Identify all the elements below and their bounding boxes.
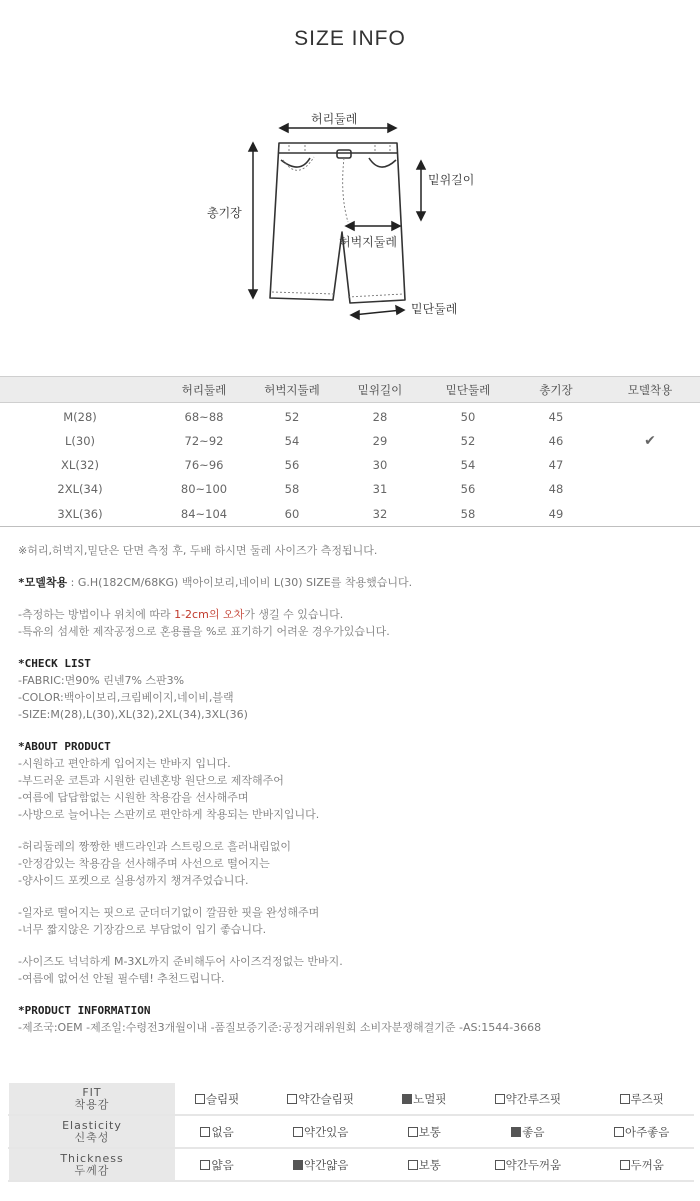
size-cell xyxy=(600,477,700,501)
size-cell: M(28) xyxy=(63,410,97,424)
size-cell: 46 xyxy=(548,434,564,448)
list-item: -양사이드 포켓으로 실용성까지 챙겨주었습니다. xyxy=(18,874,249,887)
fit-label xyxy=(9,1083,176,1116)
checkbox-checked-icon xyxy=(511,1127,521,1137)
size-table xyxy=(0,376,700,527)
size-cell: 29 xyxy=(372,434,388,448)
table-row xyxy=(0,429,700,453)
model-text: : G.H(182CM/68KG) 백아이보리,네이비 L(30) SIZE를 착용했습니다. xyxy=(67,576,413,589)
model-note xyxy=(18,574,688,591)
size-cell: 32 xyxy=(336,501,424,527)
list-item: -안정감있는 착용감을 선사해주며 사선으로 떨어지는 xyxy=(18,857,270,870)
option-label: 노멀핏 xyxy=(413,1091,447,1106)
elasticity-option xyxy=(176,1115,259,1148)
size-cell: 54 xyxy=(284,434,300,448)
fit-spec-table xyxy=(8,1082,694,1182)
checkbox-icon xyxy=(200,1127,210,1137)
size-table-header xyxy=(0,377,700,403)
size-cell: 58 xyxy=(424,501,512,527)
check-list-heading: *CHECK LIST xyxy=(18,657,91,670)
error-highlight: 1-2cm의 오차 xyxy=(174,608,245,621)
elasticity-option xyxy=(590,1115,694,1148)
about-product-heading: *ABOUT PRODUCT xyxy=(18,740,111,753)
size-cell: L(30) xyxy=(64,434,95,448)
size-header-cell: 허벅지둘레 xyxy=(248,377,336,403)
list-item: -일자로 떨어지는 핏으로 군더더기없이 깔끔한 핏을 완성해주며 xyxy=(18,906,320,919)
size-cell: 31 xyxy=(372,482,388,496)
thickness-option xyxy=(466,1148,590,1181)
size-cell: 72~92 xyxy=(184,434,224,448)
product-notes xyxy=(18,542,688,1036)
elasticity-option xyxy=(383,1115,466,1148)
thickness-option xyxy=(259,1148,383,1181)
checkbox-icon xyxy=(495,1160,505,1170)
error-text-pre: -측정하는 방법이나 위치에 따라 xyxy=(18,608,175,621)
fit-row xyxy=(9,1083,694,1116)
option-label: 없음 xyxy=(211,1124,234,1139)
mix-note: -특유의 섬세한 제작공정으로 혼용률을 %로 표기하기 어려운 경우가있습니다. xyxy=(18,625,390,638)
option-label: 좋음 xyxy=(522,1124,545,1139)
thickness-option xyxy=(176,1148,259,1181)
elasticity-option xyxy=(466,1115,590,1148)
model-heading: *모델착용 xyxy=(18,576,68,589)
size-cell: 52 xyxy=(284,410,300,424)
shorts-illustration xyxy=(0,100,700,330)
thickness-option xyxy=(383,1148,466,1181)
rise-label: 밑위길이 xyxy=(428,173,475,187)
size-cell: 56 xyxy=(284,458,300,472)
size-header-cell: 밑단둘레 xyxy=(424,377,512,403)
size-header-cell xyxy=(0,377,160,403)
option-label: 얇음 xyxy=(211,1157,234,1172)
list-item: -FABRIC:면90% 린넨7% 스판3% xyxy=(18,674,185,687)
model-worn-check-icon: ✔ xyxy=(644,433,656,449)
size-header-cell: 총기장 xyxy=(512,377,600,403)
list-item: -부드러운 코튼과 시원한 린넨혼방 원단으로 제작해주어 xyxy=(18,774,284,787)
thigh-label: 허벅지둘레 xyxy=(339,235,397,249)
checkbox-icon xyxy=(293,1127,303,1137)
size-cell: 54 xyxy=(460,458,476,472)
size-cell: 80~100 xyxy=(180,482,228,496)
fit-option xyxy=(383,1083,466,1116)
thickness-option xyxy=(590,1148,694,1181)
size-cell: 60 xyxy=(248,501,336,527)
option-label: 약간루즈핏 xyxy=(505,1091,562,1106)
error-note xyxy=(18,606,688,623)
size-cell: 56 xyxy=(460,482,476,496)
checkbox-icon xyxy=(200,1160,210,1170)
size-cell: 58 xyxy=(284,482,300,496)
thickness-label-ko: 두께감 xyxy=(74,1163,110,1177)
thickness-label xyxy=(9,1148,176,1181)
elasticity-option xyxy=(259,1115,383,1148)
hem-label: 밑단둘레 xyxy=(411,302,458,316)
checkbox-icon xyxy=(495,1094,505,1104)
checkbox-icon xyxy=(195,1094,205,1104)
option-label: 약간슬림핏 xyxy=(298,1091,354,1106)
option-label: 보통 xyxy=(418,1124,441,1139)
size-cell xyxy=(600,453,700,477)
size-cell: 68~88 xyxy=(184,410,224,424)
list-item: -사이즈도 넉넉하게 M-3XL까지 준비해두어 사이즈걱정없는 반바지. xyxy=(18,955,343,968)
fit-option xyxy=(590,1083,694,1116)
list-item: -사방으로 늘어나는 스판끼로 편안하게 착용되는 반바지입니다. xyxy=(18,808,320,821)
list-item: -허리둘레의 짱짱한 밴드라인과 스트링으로 흘러내림없이 xyxy=(18,840,291,853)
option-label: 약간얇음 xyxy=(303,1157,349,1172)
size-cell: 48 xyxy=(548,482,564,496)
product-information-heading: *PRODUCT INFORMATION xyxy=(18,1004,151,1017)
thickness-row xyxy=(9,1148,694,1181)
waist-label: 허리둘레 xyxy=(311,112,358,126)
table-row xyxy=(0,501,700,527)
list-item: -COLOR:백아이보리,크림베이지,네이비,블랙 xyxy=(18,691,234,704)
list-item: -너무 짧지않은 기장감으로 부담없이 입기 좋습니다. xyxy=(18,923,267,936)
size-cell: 2XL(34) xyxy=(57,482,103,496)
option-label: 아주좋음 xyxy=(624,1124,670,1139)
option-label: 두꺼움 xyxy=(630,1157,664,1172)
size-cell: 49 xyxy=(512,501,600,527)
fit-option xyxy=(259,1083,383,1116)
checkbox-icon xyxy=(408,1127,418,1137)
checkbox-icon xyxy=(287,1094,297,1104)
checkbox-checked-icon xyxy=(402,1094,412,1104)
list-item: -여름에 답답함없는 시원한 착용감을 선사해주며 xyxy=(18,791,249,804)
measure-note: ※허리,허벅지,밑단은 단면 측정 후, 두배 하시면 둘레 사이즈가 측정됩니다. xyxy=(18,544,378,557)
list-item: -SIZE:M(28),L(30),XL(32),2XL(34),3XL(36) xyxy=(18,708,248,721)
table-row xyxy=(0,403,700,430)
size-header-cell: 허리둘레 xyxy=(160,377,248,403)
size-cell: 52 xyxy=(460,434,476,448)
list-item: -여름에 없어선 안될 필수템! 추천드립니다. xyxy=(18,972,225,985)
fit-label-ko: 착용감 xyxy=(74,1097,110,1111)
error-text-post: 가 생길 수 있습니다. xyxy=(244,608,344,621)
list-item: -시원하고 편안하게 입어지는 반바지 입니다. xyxy=(18,757,231,770)
size-cell xyxy=(600,501,700,527)
checkbox-icon xyxy=(408,1160,418,1170)
fit-option xyxy=(176,1083,259,1116)
product-information-text: -제조국:OEM -제조일:수령전3개월이내 -품질보증기준:공정거래위원회 소비자분쟁해결기준 -AS:1544-3668 xyxy=(18,1021,542,1034)
shorts-size-diagram xyxy=(0,100,700,330)
option-label: 약간두꺼움 xyxy=(505,1157,562,1172)
elasticity-label-ko: 신축성 xyxy=(74,1130,110,1144)
option-label: 슬림핏 xyxy=(205,1091,240,1106)
size-cell xyxy=(600,403,700,430)
option-label: 약간있음 xyxy=(303,1124,349,1139)
size-cell: 45 xyxy=(548,410,564,424)
checkbox-checked-icon xyxy=(293,1160,303,1170)
size-cell: 76~96 xyxy=(184,458,224,472)
elasticity-label xyxy=(9,1115,176,1148)
size-cell: 84~104 xyxy=(160,501,248,527)
size-header-cell: 밑위길이 xyxy=(336,377,424,403)
size-cell: XL(32) xyxy=(61,458,99,472)
size-cell: 30 xyxy=(372,458,388,472)
fit-option xyxy=(466,1083,590,1116)
page-title: SIZE INFO xyxy=(294,27,406,50)
elasticity-label-en: Elasticity xyxy=(62,1118,122,1132)
total-length-label: 총기장 xyxy=(207,206,242,220)
table-row xyxy=(0,477,700,501)
checkbox-icon xyxy=(620,1094,630,1104)
size-cell: 47 xyxy=(548,458,564,472)
size-header-cell: 모델착용 xyxy=(600,377,700,403)
size-cell: 3XL(36) xyxy=(0,501,160,527)
thickness-label-en: Thickness xyxy=(60,1151,124,1165)
checkbox-icon xyxy=(614,1127,624,1137)
table-row xyxy=(0,453,700,477)
fit-label-en: FIT xyxy=(82,1085,102,1099)
checkbox-icon xyxy=(620,1160,630,1170)
elasticity-row xyxy=(9,1115,694,1148)
option-label: 루즈핏 xyxy=(630,1091,664,1106)
option-label: 보통 xyxy=(418,1157,441,1172)
size-cell: 28 xyxy=(372,410,388,424)
size-cell: 50 xyxy=(460,410,476,424)
